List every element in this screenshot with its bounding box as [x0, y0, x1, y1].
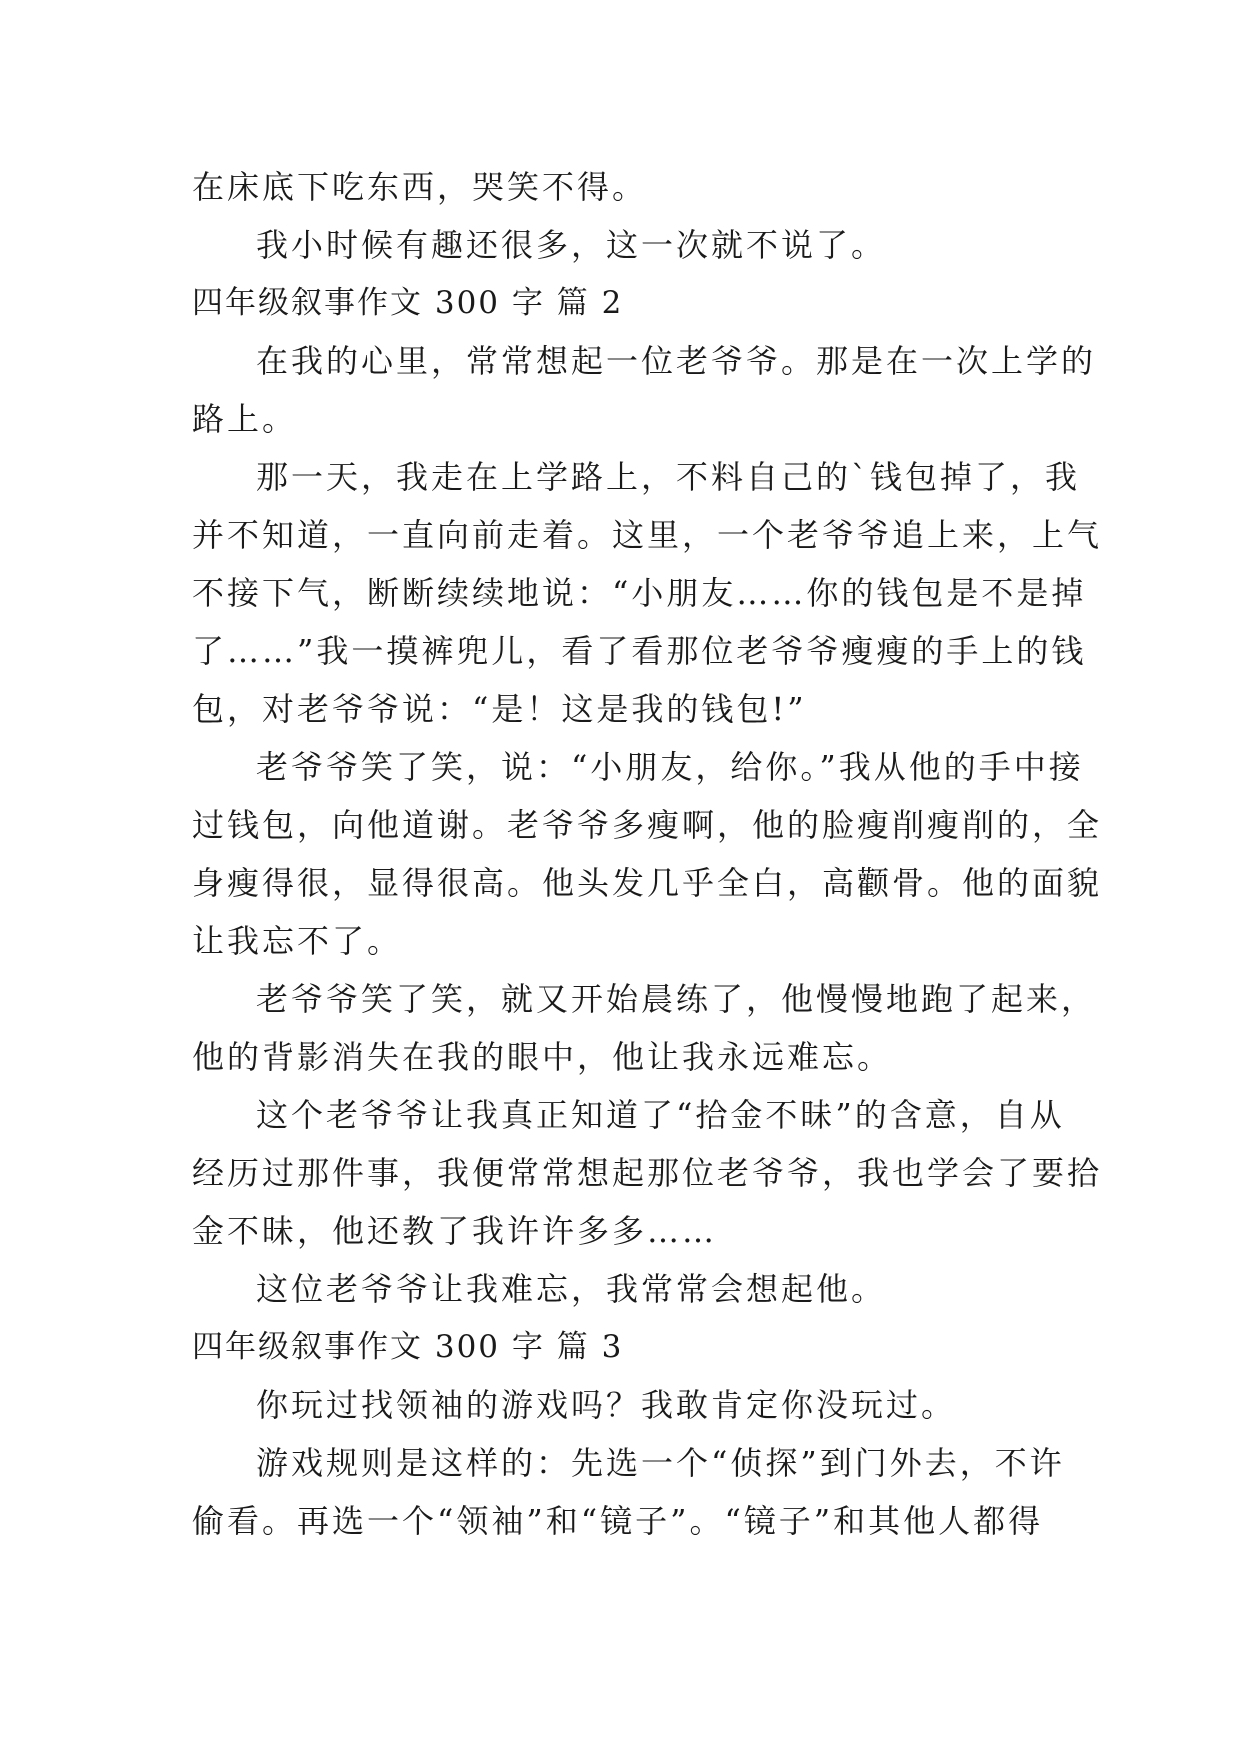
paragraph-line: 你玩过找领袖的游戏吗？我敢肯定你没玩过。 [256, 1386, 957, 1424]
document-body [192, 158, 1103, 1550]
paragraph-line: 并不知道，一直向前走着。这里，一个老爷爷追上来，上气 [192, 516, 1103, 554]
paragraph-line: 不接下气，断断续续地说：“小朋友……你的钱包是不是掉 [192, 574, 1087, 612]
paragraph-line: 这位老爷爷让我难忘，我常常会想起他。 [256, 1270, 887, 1308]
paragraph-line: 在床底下吃东西，哭笑不得。 [192, 168, 648, 206]
paragraph-line: 身瘦得很，显得很高。他头发几乎全白，高颧骨。他的面貌 [192, 864, 1103, 902]
paragraph-line: 老爷爷笑了笑，说：“小朋友，给你。”我从他的手中接 [256, 748, 1084, 786]
paragraph-line: 偷看。再选一个“领袖”和“镜子”。“镜子”和其他人都得 [192, 1502, 1044, 1540]
paragraph-line: 老爷爷笑了笑，就又开始晨练了，他慢慢地跑了起来， [256, 980, 1097, 1018]
paragraph-line: 过钱包，向他道谢。老爷爷多瘦啊，他的脸瘦削瘦削的，全 [192, 806, 1103, 844]
paragraph-line: 金不昧，他还教了我许许多多…… [192, 1212, 718, 1250]
paragraph-line: 这个老爷爷让我真正知道了“拾金不昧”的含意，自从 [256, 1096, 1065, 1134]
paragraph-line: 我小时候有趣还很多，这一次就不说了。 [256, 226, 887, 264]
paragraph-line: 路上。 [192, 400, 298, 438]
paragraph-line: 经历过那件事，我便常常想起那位老爷爷，我也学会了要拾 [192, 1154, 1103, 1192]
paragraph-line: 游戏规则是这样的：先选一个“侦探”到门外去，不许 [256, 1444, 1065, 1482]
paragraph-line: 让我忘不了。 [192, 922, 403, 960]
paragraph-line: 包，对老爷爷说：“是！这是我的钱包!” [192, 690, 807, 728]
paragraph-line: 他的背影消失在我的眼中，他让我永远难忘。 [192, 1038, 893, 1076]
paragraph-line: 了……”我一摸裤兜儿，看了看那位老爷爷瘦瘦的手上的钱 [192, 632, 1087, 670]
paragraph-line: 那一天，我走在上学路上，不料自己的`钱包掉了，我 [256, 458, 1081, 496]
section-heading: 四年级叙事作文 300 字 篇 3 [192, 1329, 624, 1365]
paragraph-line: 在我的心里，常常想起一位老爷爷。那是在一次上学的 [256, 342, 1097, 380]
section-heading: 四年级叙事作文 300 字 篇 2 [192, 285, 624, 321]
